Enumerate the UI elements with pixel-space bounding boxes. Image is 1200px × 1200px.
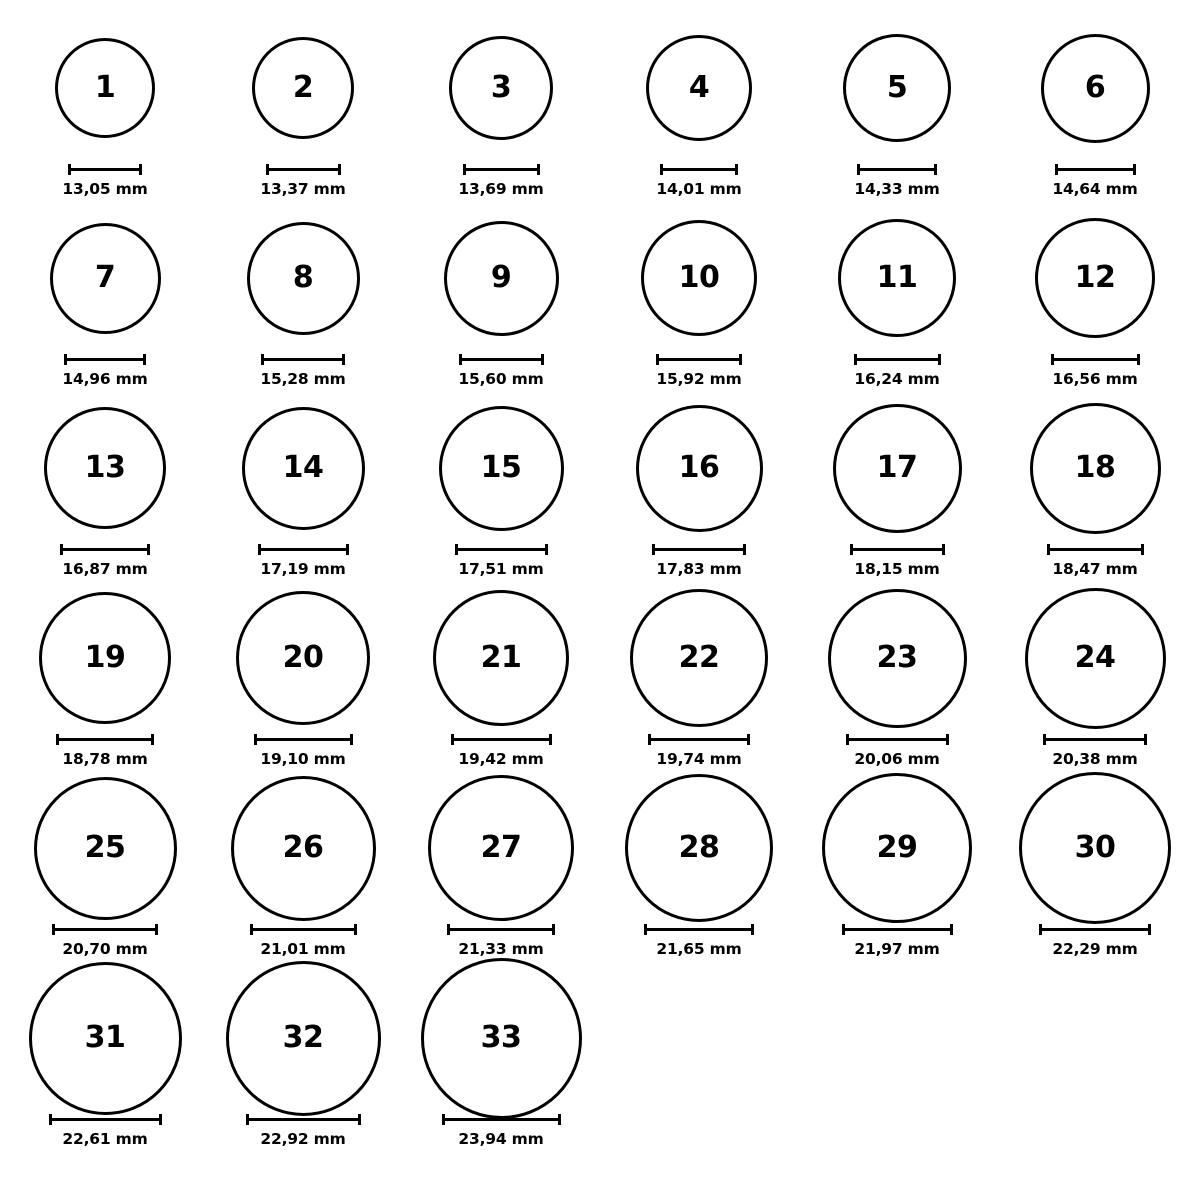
ring-size-number: 17: [876, 450, 918, 485]
ruler-bar: [648, 738, 750, 741]
ring-circle: [44, 407, 166, 529]
ruler-bar: [68, 168, 142, 171]
ruler-bar: [854, 358, 941, 361]
ruler-cap-right: [751, 924, 754, 935]
ring-size-item: [10, 14, 200, 204]
ring-circle-area: [439, 394, 564, 542]
diameter-label: 23,94 mm: [458, 1130, 544, 1148]
diameter-ruler: [857, 164, 937, 175]
ring-size-number: 1: [94, 70, 116, 105]
ruler-cap-right: [934, 164, 937, 175]
diameter-label: 22,92 mm: [260, 1130, 346, 1148]
ruler-cap-left: [1051, 354, 1054, 365]
ruler-cap-right: [541, 354, 544, 365]
diameter-label: 13,37 mm: [260, 180, 346, 198]
diameter-ruler: [266, 164, 341, 175]
ruler-cap-right: [537, 164, 540, 175]
diameter-label: 14,96 mm: [62, 370, 148, 388]
ring-size-item: [1000, 204, 1190, 394]
ring-circle: [630, 589, 768, 727]
ring-circle: [843, 34, 951, 142]
ruler-cap-right: [358, 1114, 361, 1125]
ruler-cap-left: [56, 734, 59, 745]
ring-size-item: [604, 14, 794, 204]
ring-size-number: 11: [876, 260, 918, 295]
ring-size-item: [406, 204, 596, 394]
ruler-cap-right: [1137, 354, 1140, 365]
ring-circle-area: [449, 14, 553, 162]
ring-size-number: 5: [886, 70, 908, 105]
ring-size-item: [208, 14, 398, 204]
diameter-ruler: [459, 354, 544, 365]
ring-circle-area: [636, 394, 763, 542]
ring-size-item: [10, 394, 200, 584]
ruler-cap-right: [946, 734, 949, 745]
ruler-cap-right: [155, 924, 158, 935]
ring-size-item: [208, 204, 398, 394]
ruler-cap-left: [850, 544, 853, 555]
ruler-cap-left: [261, 354, 264, 365]
diameter-label: 21,97 mm: [854, 940, 940, 958]
ruler-cap-right: [743, 544, 746, 555]
ruler-cap-left: [447, 924, 450, 935]
diameter-label: 16,87 mm: [62, 560, 148, 578]
ruler-cap-right: [159, 1114, 162, 1125]
ring-circle: [828, 589, 967, 728]
ruler-bar: [850, 548, 945, 551]
ruler-bar: [52, 928, 158, 931]
diameter-label: 18,47 mm: [1052, 560, 1138, 578]
ring-circle: [29, 962, 182, 1115]
ruler-bar: [644, 928, 754, 931]
ruler-cap-left: [1055, 164, 1058, 175]
diameter-label: 16,56 mm: [1052, 370, 1138, 388]
ring-size-number: 15: [480, 450, 522, 485]
diameter-ruler: [258, 544, 349, 555]
ring-circle: [421, 958, 582, 1119]
diameter-ruler: [52, 924, 158, 935]
diameter-label: 17,19 mm: [260, 560, 346, 578]
ring-size-item: [802, 394, 992, 584]
ring-size-item: [208, 964, 398, 1154]
diameter-ruler: [1039, 924, 1151, 935]
ruler-bar: [250, 928, 357, 931]
ring-size-grid: [0, 14, 1200, 1154]
ruler-bar: [1043, 738, 1147, 741]
diameter-label: 21,33 mm: [458, 940, 544, 958]
ruler-bar: [463, 168, 540, 171]
ruler-cap-left: [266, 164, 269, 175]
ring-circle-area: [44, 394, 166, 542]
diameter-ruler: [644, 924, 754, 935]
ruler-cap-right: [354, 924, 357, 935]
ruler-cap-right: [1144, 734, 1147, 745]
ring-circle-area: [646, 14, 752, 162]
diameter-ruler: [1051, 354, 1140, 365]
diameter-label: 15,60 mm: [458, 370, 544, 388]
ring-size-number: 22: [678, 640, 720, 675]
ring-circle-area: [39, 584, 171, 732]
ruler-bar: [1039, 928, 1151, 931]
ruler-cap-right: [338, 164, 341, 175]
ruler-cap-left: [459, 354, 462, 365]
ruler-cap-right: [735, 164, 738, 175]
diameter-ruler: [254, 734, 353, 745]
ring-circle-area: [1035, 204, 1155, 352]
ring-size-number: 10: [678, 260, 720, 295]
ring-size-item: [208, 394, 398, 584]
ruler-cap-right: [147, 544, 150, 555]
ring-circle: [236, 591, 370, 725]
ring-size-number: 14: [282, 450, 324, 485]
diameter-ruler: [660, 164, 738, 175]
ring-size-number: 13: [84, 450, 126, 485]
ring-circle: [1025, 588, 1166, 729]
ring-circle: [226, 961, 381, 1116]
ring-circle: [252, 37, 354, 139]
ruler-cap-right: [1141, 544, 1144, 555]
ring-circle-area: [833, 394, 962, 542]
ruler-cap-right: [545, 544, 548, 555]
ring-size-item: [10, 204, 200, 394]
ring-size-item: [208, 584, 398, 774]
diameter-label: 20,38 mm: [1052, 750, 1138, 768]
ring-circle-area: [828, 584, 967, 732]
ruler-cap-right: [950, 924, 953, 935]
diameter-ruler: [850, 544, 945, 555]
ring-size-item: [1000, 584, 1190, 774]
ring-circle-area: [29, 964, 182, 1112]
ring-circle-area: [55, 14, 155, 162]
ring-circle: [449, 36, 553, 140]
diameter-label: 19,74 mm: [656, 750, 742, 768]
ring-size-number: 23: [876, 640, 918, 675]
ruler-bar: [660, 168, 738, 171]
diameter-ruler: [846, 734, 949, 745]
ring-size-number: 33: [480, 1020, 522, 1055]
diameter-ruler: [1043, 734, 1147, 745]
diameter-label: 17,83 mm: [656, 560, 742, 578]
ruler-bar: [846, 738, 949, 741]
ruler-cap-right: [139, 164, 142, 175]
ring-circle-area: [34, 774, 177, 922]
diameter-ruler: [56, 734, 154, 745]
diameter-ruler: [854, 354, 941, 365]
ruler-bar: [1055, 168, 1136, 171]
diameter-ruler: [1055, 164, 1136, 175]
diameter-label: 22,61 mm: [62, 1130, 148, 1148]
ring-size-number: 29: [876, 830, 918, 865]
ring-size-item: [406, 14, 596, 204]
ring-circle-area: [428, 774, 574, 922]
diameter-label: 14,01 mm: [656, 180, 742, 198]
ring-size-item: [1000, 14, 1190, 204]
ring-size-item: [208, 774, 398, 964]
ruler-bar: [451, 738, 552, 741]
ruler-cap-left: [455, 544, 458, 555]
diameter-ruler: [447, 924, 555, 935]
diameter-label: 13,05 mm: [62, 180, 148, 198]
diameter-ruler: [656, 354, 742, 365]
ring-size-number: 28: [678, 830, 720, 865]
ring-size-number: 9: [490, 260, 512, 295]
ring-circle: [838, 219, 956, 337]
diameter-label: 19,42 mm: [458, 750, 544, 768]
ruler-bar: [1051, 358, 1140, 361]
ring-size-number: 20: [282, 640, 324, 675]
ruler-cap-right: [1133, 164, 1136, 175]
ring-size-number: 27: [480, 830, 522, 865]
ring-circle: [444, 221, 559, 336]
ring-size-number: 6: [1084, 70, 1106, 105]
ring-size-number: 3: [490, 70, 512, 105]
diameter-ruler: [246, 1114, 361, 1125]
ring-circle-area: [236, 584, 370, 732]
ruler-bar: [447, 928, 555, 931]
ruler-bar: [1047, 548, 1144, 551]
ring-circle: [1019, 772, 1171, 924]
ruler-cap-left: [648, 734, 651, 745]
ruler-cap-right: [739, 354, 742, 365]
ring-size-item: [406, 964, 596, 1154]
ruler-cap-right: [342, 354, 345, 365]
ring-size-item: [406, 774, 596, 964]
ruler-bar: [652, 548, 746, 551]
ring-circle-area: [433, 584, 569, 732]
ring-circle: [50, 223, 161, 334]
diameter-ruler: [652, 544, 746, 555]
ring-circle: [242, 407, 365, 530]
diameter-ruler: [451, 734, 552, 745]
ring-circle: [433, 590, 569, 726]
ruler-cap-left: [846, 734, 849, 745]
ruler-cap-left: [1047, 544, 1050, 555]
diameter-label: 21,65 mm: [656, 940, 742, 958]
ruler-cap-left: [52, 924, 55, 935]
ring-circle: [247, 222, 360, 335]
ring-circle: [439, 406, 564, 531]
ring-size-number: 26: [282, 830, 324, 865]
diameter-ruler: [64, 354, 146, 365]
diameter-label: 20,70 mm: [62, 940, 148, 958]
ring-circle-area: [1030, 394, 1161, 542]
diameter-label: 21,01 mm: [260, 940, 346, 958]
ruler-bar: [261, 358, 345, 361]
ruler-cap-left: [1039, 924, 1042, 935]
ring-circle-area: [231, 774, 376, 922]
diameter-ruler: [250, 924, 357, 935]
ruler-cap-left: [451, 734, 454, 745]
diameter-ruler: [648, 734, 750, 745]
ring-circle: [1035, 218, 1155, 338]
ruler-cap-left: [842, 924, 845, 935]
ruler-cap-right: [350, 734, 353, 745]
ring-circle-area: [444, 204, 559, 352]
diameter-ruler: [1047, 544, 1144, 555]
diameter-ruler: [455, 544, 548, 555]
ring-circle: [428, 775, 574, 921]
ring-size-number: 4: [688, 70, 710, 105]
ruler-cap-left: [660, 164, 663, 175]
diameter-ruler: [60, 544, 150, 555]
ring-circle: [636, 405, 763, 532]
diameter-label: 20,06 mm: [854, 750, 940, 768]
ring-size-number: 18: [1074, 450, 1116, 485]
ruler-cap-left: [49, 1114, 52, 1125]
ruler-cap-left: [1043, 734, 1046, 745]
ruler-cap-right: [942, 544, 945, 555]
ring-circle-area: [822, 774, 972, 922]
ring-circle-area: [625, 774, 773, 922]
ring-size-number: 8: [292, 260, 314, 295]
ruler-cap-right: [143, 354, 146, 365]
ring-circle-area: [843, 14, 951, 162]
diameter-ruler: [442, 1114, 561, 1125]
ruler-bar: [442, 1118, 561, 1121]
ring-size-item: [1000, 774, 1190, 964]
ruler-bar: [60, 548, 150, 551]
diameter-label: 16,24 mm: [854, 370, 940, 388]
ring-circle: [1030, 403, 1161, 534]
ring-size-number: 30: [1074, 830, 1116, 865]
ring-circle: [39, 592, 171, 724]
ruler-cap-right: [558, 1114, 561, 1125]
ruler-cap-left: [68, 164, 71, 175]
ring-circle: [646, 35, 752, 141]
ring-size-number: 21: [480, 640, 522, 675]
ring-size-number: 2: [292, 70, 314, 105]
ring-size-number: 7: [94, 260, 116, 295]
diameter-label: 13,69 mm: [458, 180, 544, 198]
ruler-cap-right: [552, 924, 555, 935]
ring-circle-area: [630, 584, 768, 732]
ruler-cap-left: [652, 544, 655, 555]
ruler-bar: [266, 168, 341, 171]
diameter-label: 15,92 mm: [656, 370, 742, 388]
ruler-bar: [49, 1118, 162, 1121]
ring-circle-area: [247, 204, 360, 352]
ring-circle: [625, 774, 773, 922]
ruler-bar: [459, 358, 544, 361]
ruler-cap-right: [1148, 924, 1151, 935]
ring-size-item: [802, 14, 992, 204]
diameter-ruler: [842, 924, 953, 935]
ring-size-number: 31: [84, 1020, 126, 1055]
ring-circle-area: [1019, 774, 1171, 922]
ring-size-item: [802, 774, 992, 964]
ring-size-number: 12: [1074, 260, 1116, 295]
ruler-cap-right: [346, 544, 349, 555]
ring-size-number: 24: [1074, 640, 1116, 675]
ruler-cap-left: [258, 544, 261, 555]
ring-size-item: [10, 964, 200, 1154]
ring-circle-area: [838, 204, 956, 352]
ring-size-item: [604, 774, 794, 964]
ring-circle-area: [1025, 584, 1166, 732]
ruler-cap-left: [857, 164, 860, 175]
ruler-bar: [842, 928, 953, 931]
ring-size-item: [1000, 394, 1190, 584]
ring-circle: [34, 777, 177, 920]
diameter-ruler: [68, 164, 142, 175]
ring-circle: [833, 404, 962, 533]
ring-circle-area: [421, 964, 582, 1112]
ruler-bar: [56, 738, 154, 741]
ring-circle-area: [641, 204, 757, 352]
ring-circle-area: [50, 204, 161, 352]
ring-size-number: 25: [84, 830, 126, 865]
diameter-label: 22,29 mm: [1052, 940, 1138, 958]
diameter-label: 19,10 mm: [260, 750, 346, 768]
ruler-cap-left: [60, 544, 63, 555]
ruler-cap-left: [250, 924, 253, 935]
ring-circle: [822, 773, 972, 923]
diameter-label: 15,28 mm: [260, 370, 346, 388]
ruler-cap-left: [463, 164, 466, 175]
ring-size-item: [406, 394, 596, 584]
ring-size-item: [10, 584, 200, 774]
diameter-label: 14,33 mm: [854, 180, 940, 198]
ring-circle: [55, 38, 155, 138]
diameter-label: 17,51 mm: [458, 560, 544, 578]
diameter-label: 18,78 mm: [62, 750, 148, 768]
ruler-cap-left: [656, 354, 659, 365]
ruler-cap-right: [151, 734, 154, 745]
diameter-ruler: [49, 1114, 162, 1125]
ring-circle: [641, 220, 757, 336]
ring-size-item: [10, 774, 200, 964]
ring-size-number: 19: [84, 640, 126, 675]
diameter-ruler: [463, 164, 540, 175]
ruler-bar: [857, 168, 937, 171]
ruler-bar: [656, 358, 742, 361]
ring-size-item: [604, 394, 794, 584]
ruler-cap-right: [747, 734, 750, 745]
diameter-ruler: [261, 354, 345, 365]
ruler-cap-left: [254, 734, 257, 745]
ring-circle: [1041, 34, 1150, 143]
ring-size-number: 16: [678, 450, 720, 485]
ring-size-number: 32: [282, 1020, 324, 1055]
ring-size-item: [802, 204, 992, 394]
ruler-bar: [258, 548, 349, 551]
ruler-bar: [64, 358, 146, 361]
ruler-bar: [246, 1118, 361, 1121]
ruler-cap-right: [549, 734, 552, 745]
ring-circle-area: [252, 14, 354, 162]
ruler-cap-right: [938, 354, 941, 365]
diameter-label: 14,64 mm: [1052, 180, 1138, 198]
ruler-cap-left: [246, 1114, 249, 1125]
ring-circle-area: [226, 964, 381, 1112]
ring-size-item: [604, 204, 794, 394]
diameter-label: 18,15 mm: [854, 560, 940, 578]
ring-circle-area: [1041, 14, 1150, 162]
ring-circle-area: [242, 394, 365, 542]
ring-size-item: [406, 584, 596, 774]
ruler-cap-left: [64, 354, 67, 365]
ruler-bar: [455, 548, 548, 551]
ruler-cap-left: [854, 354, 857, 365]
ring-size-item: [802, 584, 992, 774]
ruler-bar: [254, 738, 353, 741]
ring-circle: [231, 776, 376, 921]
ring-size-item: [604, 584, 794, 774]
ruler-cap-left: [644, 924, 647, 935]
ruler-cap-left: [442, 1114, 445, 1125]
